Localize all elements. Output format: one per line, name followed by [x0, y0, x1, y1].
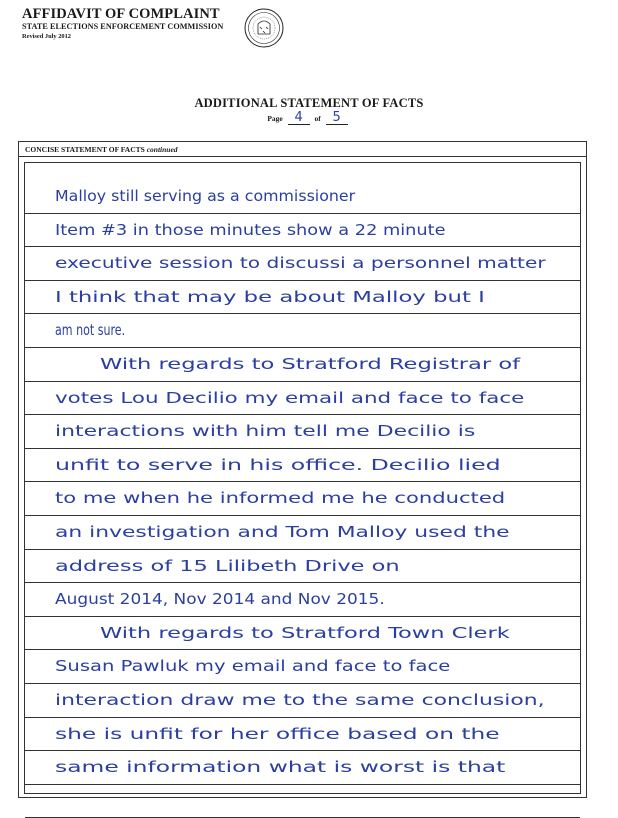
page-label: Page: [267, 114, 283, 123]
current-page-number: 4: [288, 112, 310, 125]
handwritten-line: With regards to Stratford Town Clerk: [100, 623, 510, 642]
ruled-line: [25, 750, 580, 751]
ruled-line: [25, 717, 580, 718]
handwritten-line: unfit to serve in his office. Decilio lied: [55, 455, 501, 474]
form-header: [22, 6, 282, 41]
state-seal-icon: [244, 8, 284, 48]
handwritten-line: interactions with him tell me Decilio is: [55, 422, 476, 441]
handwritten-line: Malloy still serving as a commissioner: [55, 187, 356, 205]
ruled-line: [25, 481, 580, 482]
of-label: of: [314, 114, 321, 123]
handwritten-line: interaction draw me to the same conclusion,: [55, 691, 545, 709]
handwritten-line: I think that may be about Malloy but I: [55, 287, 485, 306]
form-revised-date: Revised July 2012: [22, 33, 71, 40]
ruled-line: [25, 280, 580, 281]
section-header: [19, 142, 586, 157]
section-label: CONCISE STATEMENT OF FACTS: [25, 145, 145, 154]
ruled-line: [25, 649, 580, 650]
handwritten-line: same information what is worst is that: [55, 758, 506, 777]
statement-section: [18, 141, 587, 798]
ruled-line: [25, 549, 580, 550]
handwritten-line: executive session to discussi a personnel matter: [55, 254, 546, 273]
ruled-line: [25, 616, 580, 617]
ruled-line: [25, 381, 580, 382]
page-heading: ADDITIONAL STATEMENT OF FACTS: [194, 96, 424, 110]
form-agency: STATE ELECTIONS ENFORCEMENT COMMISSION: [22, 22, 224, 31]
handwritten-line: address of 15 Lilibeth Drive on: [55, 556, 400, 575]
handwritten-line: Item #3 in those minutes show a 22 minute: [55, 220, 446, 239]
ruled-line: [25, 246, 580, 247]
form-title: AFFIDAVIT OF COMPLAINT: [22, 6, 220, 22]
ruled-writing-area: [24, 162, 581, 794]
ruled-line: [25, 582, 580, 583]
handwritten-line: August 2014, Nov 2014 and Nov 2015.: [55, 590, 385, 609]
ruled-line: [25, 784, 580, 785]
ruled-line: [25, 213, 580, 214]
handwritten-line: she is unfit for her office based on the: [55, 724, 500, 743]
handwritten-line: With regards to Stratford Registrar of: [100, 355, 521, 373]
handwritten-line: Susan Pawluk my email and face to face: [55, 657, 451, 676]
handwritten-line: an investigation and Tom Malloy used the: [55, 523, 510, 541]
ruled-line: [25, 448, 580, 449]
total-pages-number: 5: [326, 112, 348, 125]
ruled-line: [25, 347, 580, 348]
section-label-suffix: continued: [146, 145, 178, 154]
handwritten-line: to me when he informed me he conducted: [55, 489, 506, 508]
ruled-line: [25, 414, 580, 415]
ruled-line: [25, 515, 580, 516]
ruled-line: [25, 313, 580, 314]
handwritten-line: am not sure.: [55, 321, 126, 340]
page-indicator: [0, 112, 618, 125]
handwritten-line: votes Lou Decilio my email and face to face: [55, 388, 525, 407]
ruled-line: [25, 683, 580, 684]
